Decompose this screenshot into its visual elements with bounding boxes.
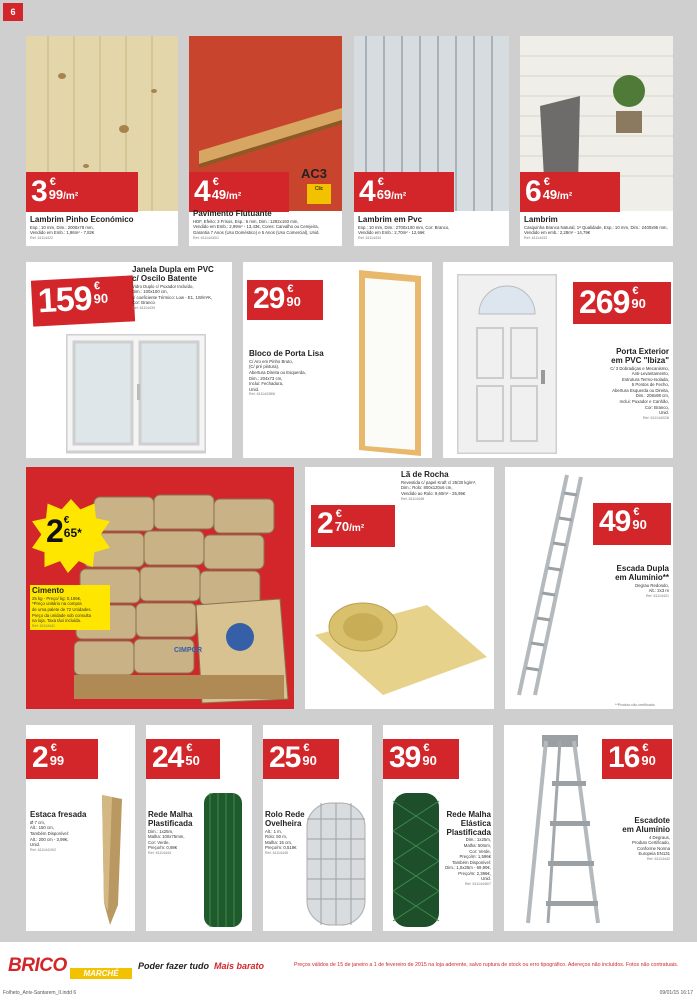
price-tag bbox=[263, 739, 339, 779]
euro-symbol: € bbox=[287, 283, 294, 295]
product-card-rede-malha[interactable] bbox=[146, 725, 252, 931]
product-specs: Revestida c/ papel Kraft c/ 25/30 kg/m³, Dim.: Rolo: 800x120x6 cm, Vendido ao Rolo: 9,60m² - 25,95€ bbox=[401, 479, 477, 496]
price-integer: 25 bbox=[269, 741, 301, 774]
price-integer: 2 bbox=[32, 741, 48, 774]
price-cents: 49 bbox=[211, 187, 227, 202]
euro-symbol: € bbox=[335, 508, 342, 520]
tagline-highlight: Mais barato bbox=[214, 961, 265, 971]
price-cents: 90 bbox=[641, 753, 656, 768]
price-tag bbox=[573, 282, 671, 324]
price-tag bbox=[520, 172, 620, 212]
product-card-pavimento[interactable] bbox=[189, 36, 342, 246]
product-name: Escadote em Alumínio bbox=[622, 816, 670, 834]
price-tag bbox=[383, 739, 459, 779]
product-ref: Ref. 61114433 bbox=[524, 235, 548, 240]
file-name: Folheto_Aniv-Santarem_II.indd 6 bbox=[3, 990, 77, 996]
product-specs: 25 kg - Preço/ kg: 0,106€, *Preço unitário na compra de uma palete de 72 Unidades. Preço da unidade sob consulta na loja. Taxa táxi incluída. bbox=[32, 595, 92, 624]
euro-symbol: € bbox=[543, 176, 550, 188]
product-name: Rede Malha Plastificada bbox=[148, 810, 193, 828]
euro-symbol: € bbox=[186, 742, 193, 754]
price-integer: 2 bbox=[46, 513, 64, 549]
product-card-porta-lisa[interactable] bbox=[243, 262, 432, 458]
price-tag bbox=[602, 739, 672, 779]
product-specs: 4 Degraus, Produto Certificado, Conforme Norma Europeia EN131 bbox=[632, 834, 670, 857]
green-chain-link-roll-photo bbox=[389, 791, 443, 929]
price-unit: /m² bbox=[226, 191, 242, 202]
file-date: 09/01/15 16:17 bbox=[659, 990, 693, 996]
product-name: Porta Exterior em PVC "Ibiza" bbox=[611, 347, 669, 365]
price-cents: 69 bbox=[376, 187, 392, 202]
product-specs: Ø 7 cm, Alt.: 150 cm, Também Disponível: Alt.: 200 cm - 3,99€, Unid. bbox=[30, 819, 69, 848]
product-name: Cimento bbox=[32, 586, 64, 595]
price-integer: 2 bbox=[317, 507, 333, 540]
euro-symbol: € bbox=[377, 176, 384, 188]
price-cents: 70 bbox=[334, 519, 350, 534]
product-name: Lã de Rocha bbox=[401, 470, 449, 479]
price-integer: 24 bbox=[152, 741, 184, 774]
product-specs: Casquinha Branca Natural, 1ª Qualidade, Esp.: 10 mm, Dim.: 2400x95 mm, Vendido em emb.: 2,28m² - 14,79€ bbox=[524, 224, 668, 236]
brand-logo: BRICO bbox=[8, 955, 67, 976]
product-card-lambrim[interactable] bbox=[520, 36, 673, 246]
product-ref: Ref. 61114402/8 bbox=[642, 415, 669, 420]
product-name: Lambrim bbox=[524, 215, 558, 224]
product-ref: Ref. 61114438/6 bbox=[249, 392, 276, 397]
product-card-estaca[interactable] bbox=[26, 725, 135, 931]
product-card-rede-ovelheira[interactable] bbox=[263, 725, 372, 931]
product-ref: Ref. 61114421 bbox=[645, 593, 669, 598]
ladder-photo bbox=[509, 473, 589, 697]
price-integer: 39 bbox=[389, 741, 421, 774]
euro-symbol: € bbox=[93, 280, 101, 293]
product-card-lambrim-pvc[interactable] bbox=[354, 36, 509, 246]
euro-symbol: € bbox=[632, 285, 639, 297]
product-name: Rede Malha Elástica Plastificada bbox=[446, 810, 491, 837]
product-ref: Ref. 61114448 bbox=[401, 496, 425, 501]
clic-badge: Clic bbox=[307, 184, 331, 204]
price-cents: 50 bbox=[185, 753, 200, 768]
product-ref: Ref. 61114422 bbox=[30, 235, 54, 240]
price-tag bbox=[26, 172, 138, 212]
cimpor-brand: CIMPOR bbox=[174, 647, 202, 654]
rock-wool-roll-photo bbox=[315, 557, 487, 707]
product-specs: Esp.: 10 mm, Dim.: 2700x100 mm, Cor: Branco, Vendido em Emb.: 2,70m² - 12,66€ bbox=[358, 224, 450, 236]
product-specs: Vidro Duplo c/ Puxador Incluído, Dim.: 100x100 cm, c/ coeficiente Térmico: Low - E1, 1W/m²K, Cor: Branco bbox=[132, 283, 213, 306]
product-card-rede-elastica[interactable] bbox=[383, 725, 493, 931]
page-footer bbox=[0, 942, 697, 1000]
price-tag bbox=[593, 503, 671, 545]
product-card-porta-exterior[interactable] bbox=[443, 262, 673, 458]
product-name: Pavimento Flutuante bbox=[193, 209, 272, 218]
product-ref: Ref. 61114444 bbox=[148, 850, 172, 855]
product-specs: C/ 3 Dobradiças e Mecanismo, Anti-Levantamento, Estrutura Termo-Isolada, 5 Pontos de Fecho, Abertura Esquerda ou Direita, Dim.: 208x98 cm, Inclui: Puxador e Canhão, Cor: Branco, Unid. bbox=[610, 365, 669, 416]
euro-symbol: € bbox=[63, 515, 70, 526]
price-cents: 90 bbox=[286, 294, 301, 309]
price-tag bbox=[31, 275, 135, 326]
page-number: 6 bbox=[3, 3, 23, 21]
price-tag bbox=[311, 505, 395, 547]
price-integer: 269 bbox=[579, 284, 630, 320]
price-tag bbox=[354, 172, 454, 212]
price-cents: 90 bbox=[302, 753, 317, 768]
product-specs: Alt.: 1 m, Rolo: 50 m, Malha: 15 cm, Preço/m: 0,518€ bbox=[265, 828, 297, 851]
product-note: **Produto não certificado bbox=[615, 703, 655, 707]
ac3-badge: AC3 bbox=[301, 166, 328, 181]
price-cents: 65 bbox=[63, 526, 78, 540]
price-unit: /m² bbox=[391, 191, 407, 202]
price-integer: 29 bbox=[253, 282, 285, 315]
euro-symbol: € bbox=[212, 176, 219, 188]
price-tag bbox=[46, 515, 82, 547]
product-name: Escada Dupla em Alumínio** bbox=[615, 564, 669, 582]
euro-symbol: € bbox=[49, 176, 56, 188]
product-ref: Ref. 61114434 bbox=[358, 235, 382, 240]
price-cents: 49 bbox=[542, 187, 558, 202]
price-cents: 90 bbox=[93, 290, 109, 307]
price-integer: 4 bbox=[359, 175, 375, 208]
wooden-stake-photo bbox=[90, 795, 132, 927]
price-cents: 90 bbox=[632, 517, 647, 532]
price-cents: 90 bbox=[422, 753, 437, 768]
product-specs: Degrau Redondo, Alt.: 2x3 m bbox=[635, 582, 669, 594]
euro-symbol: € bbox=[423, 742, 430, 754]
exterior-door-photo bbox=[457, 274, 557, 454]
door-block-photo bbox=[351, 270, 423, 456]
product-specs: Dim.: 1x25m, Malha: 50mm, Cor: Verde, Preço/m: 1,596€ Também Disponível: Dim.: 1,5x25m - 59,90€, Preço/m: 2,396€, Unid. bbox=[445, 837, 491, 882]
product-ref: Ref. 61114446/7 bbox=[464, 882, 491, 887]
price-cents: 99 bbox=[49, 753, 65, 768]
price-cents: 99 bbox=[48, 187, 64, 202]
product-card-lambrim-pinho[interactable] bbox=[26, 36, 178, 246]
product-ref: Ref. 61114419/2 bbox=[30, 847, 57, 852]
euro-symbol: € bbox=[642, 742, 649, 754]
price-integer: 3 bbox=[31, 175, 47, 208]
price-unit: /m² bbox=[63, 191, 79, 202]
price-unit: /m² bbox=[349, 523, 365, 534]
pvc-window-photo bbox=[66, 334, 206, 454]
price-unit: /m² bbox=[557, 191, 573, 202]
price-integer: 4 bbox=[194, 175, 210, 208]
product-name: Bloco de Porta Lisa bbox=[249, 349, 324, 358]
product-name: Lambrim em Pvc bbox=[358, 215, 423, 224]
disclaimer: Preços válidos de 15 de janeiro a 1 de fevereiro de 2015 na loja aderente, salvo ruptura de stock ou erro tipográfico. Adereços não incluídos. Fotos não contratuais. bbox=[294, 962, 679, 968]
product-specs: C/ Aro em Pinho Bruto, (C/ pré pintura), Abertura Direita ou Esquerda, Dim.: 204x73 cm, Inclui: Fechadura, Unid. bbox=[249, 358, 306, 392]
product-card-escada-dupla[interactable] bbox=[505, 467, 673, 709]
price-cents: 90 bbox=[631, 296, 646, 311]
product-name: Janela Dupla em PVC c/ Oscilo Batente bbox=[132, 265, 214, 283]
price-tag bbox=[146, 739, 220, 779]
product-name: Lambrim Pinho Económico bbox=[30, 215, 134, 224]
tagline: Poder fazer tudo bbox=[138, 961, 210, 971]
wire-mesh-roll-photo bbox=[305, 799, 367, 929]
product-name: Estaca fresada bbox=[30, 810, 87, 819]
price-tag bbox=[247, 280, 323, 320]
price-tag bbox=[189, 172, 289, 212]
brand-logo-sub: MARCHÉ bbox=[70, 968, 132, 979]
price-integer: 159 bbox=[36, 279, 93, 321]
product-card-escadote[interactable] bbox=[504, 725, 673, 931]
product-ref: Ref. 61114441 bbox=[32, 623, 56, 628]
step-ladder-photo bbox=[524, 731, 604, 927]
price-integer: 6 bbox=[525, 175, 541, 208]
product-name: Rolo Rede Ovelheira bbox=[265, 810, 305, 828]
euro-symbol: € bbox=[633, 506, 640, 518]
product-card-cimento[interactable] bbox=[26, 467, 294, 709]
product-card-janela[interactable] bbox=[26, 262, 232, 458]
green-mesh-roll-photo bbox=[200, 793, 246, 927]
price-integer: 49 bbox=[599, 505, 631, 538]
product-specs: HDF, Efeito: 3 Frisos, Esp.: 6 mm, Dim.: 1292x193 mm, Vendido em Emb.: 2,99m² - 13,43€, Cores: Carvalho ou Cerejeira, Garantia 7 Anos (Uso Doméstico) e 5 Anos (Uso Comercial), Unid. bbox=[193, 218, 320, 235]
product-specs: Dim.: 1x25m, Malha: 100x75mm, Cor: Verde, Preço/m: 0,98€ bbox=[148, 828, 185, 851]
product-specs: Esp.: 10 mm, Dim.: 2000x78 mm, Vendido em Emb.: 1,96m² - 7,82€ bbox=[30, 224, 95, 236]
price-tag bbox=[26, 739, 98, 779]
euro-symbol: € bbox=[303, 742, 310, 754]
product-ref: Ref. 61114442 bbox=[646, 856, 670, 861]
product-card-la-de-rocha[interactable] bbox=[305, 467, 494, 709]
product-ref: Ref. 61114430/1 bbox=[193, 235, 220, 240]
euro-symbol: € bbox=[50, 742, 57, 754]
product-ref: Ref. 61114445 bbox=[265, 850, 289, 855]
price-star: * bbox=[77, 526, 82, 540]
price-integer: 16 bbox=[608, 741, 640, 774]
product-ref: Ref. 61114439 bbox=[132, 305, 156, 310]
